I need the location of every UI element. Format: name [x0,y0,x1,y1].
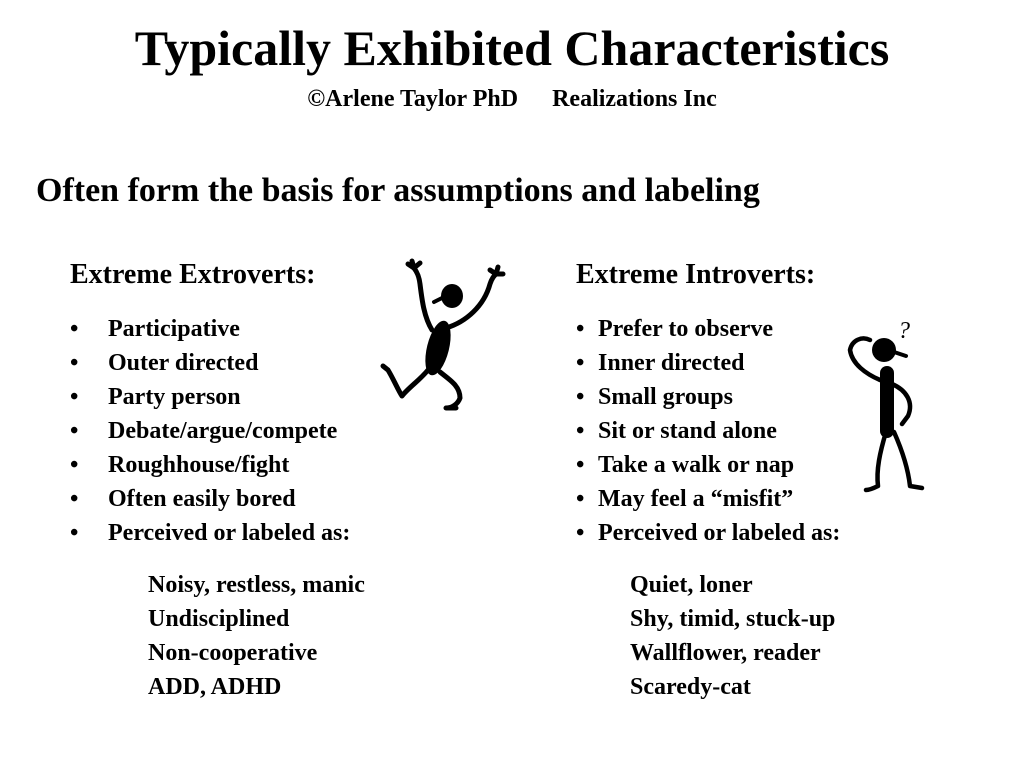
introverts-label-list [630,568,835,704]
bullet-marker: • [576,350,585,376]
thinking-stick-figure-icon [836,312,946,502]
list-item [576,516,896,550]
label-item: Noisy, restless, manic [148,572,365,598]
slide-title: Typically Exhibited Characteristics [134,20,890,76]
label-item: Shy, timid, stuck-up [630,606,836,632]
list-item-text: Debate/argue/compete [108,418,338,444]
bullet-marker: • [70,418,79,444]
bullet-marker: • [70,452,79,478]
bullet-marker: • [576,384,585,410]
question-mark: ? [898,318,910,344]
list-item [70,414,410,448]
bullet-marker: • [576,486,585,512]
list-item-text: Take a walk or nap [598,452,795,478]
lead-statement: Often form the basis for assumptions and labeling [36,172,760,209]
list-item-text: Small groups [598,384,733,410]
organization-credit: Realizations Inc [552,86,717,112]
list-item-text: Often easily bored [108,486,296,512]
list-item [70,312,410,346]
bullet-marker: • [70,384,79,410]
list-item-text: Outer directed [108,350,259,376]
label-item: Wallflower, reader [630,640,821,666]
bullet-marker: • [70,350,79,376]
label-item: Scaredy-cat [630,674,751,700]
list-item-text: Perceived or labeled as: [598,520,841,546]
list-item-text: Inner directed [598,350,745,376]
list-item [70,516,410,550]
author-credit: ©Arlene Taylor PhD [307,86,519,112]
bullet-marker: • [70,486,79,512]
list-item-text: Participative [108,316,240,342]
label-item: Non-cooperative [148,640,318,666]
label-item: ADD, ADHD [148,674,282,700]
list-item-text: May feel a “misfit” [598,486,794,512]
list-item [70,448,410,482]
list-item-text: Sit or stand alone [598,418,777,444]
list-item [70,380,410,414]
extroverts-trait-list [70,312,410,550]
list-item-text: Perceived or labeled as: [108,520,351,546]
dancing-stick-figure-icon [380,262,505,412]
slide-subtitle [0,84,1024,114]
bullet-marker: • [576,316,585,342]
list-item [70,482,410,516]
list-item [70,346,410,380]
label-item: Undisciplined [148,606,290,632]
bullet-marker: • [576,520,585,546]
extroverts-heading: Extreme Extroverts: [70,259,316,290]
list-item-text: Prefer to observe [598,316,774,342]
list-item-text: Roughhouse/fight [108,452,290,478]
list-item-text: Party person [108,384,241,410]
introverts-heading: Extreme Introverts: [576,259,816,290]
bullet-marker: • [576,452,585,478]
extroverts-label-list [148,568,365,704]
bullet-marker: • [70,316,79,342]
bullet-marker: • [576,418,585,444]
bullet-marker: • [70,520,79,546]
label-item: Quiet, loner [630,572,753,598]
